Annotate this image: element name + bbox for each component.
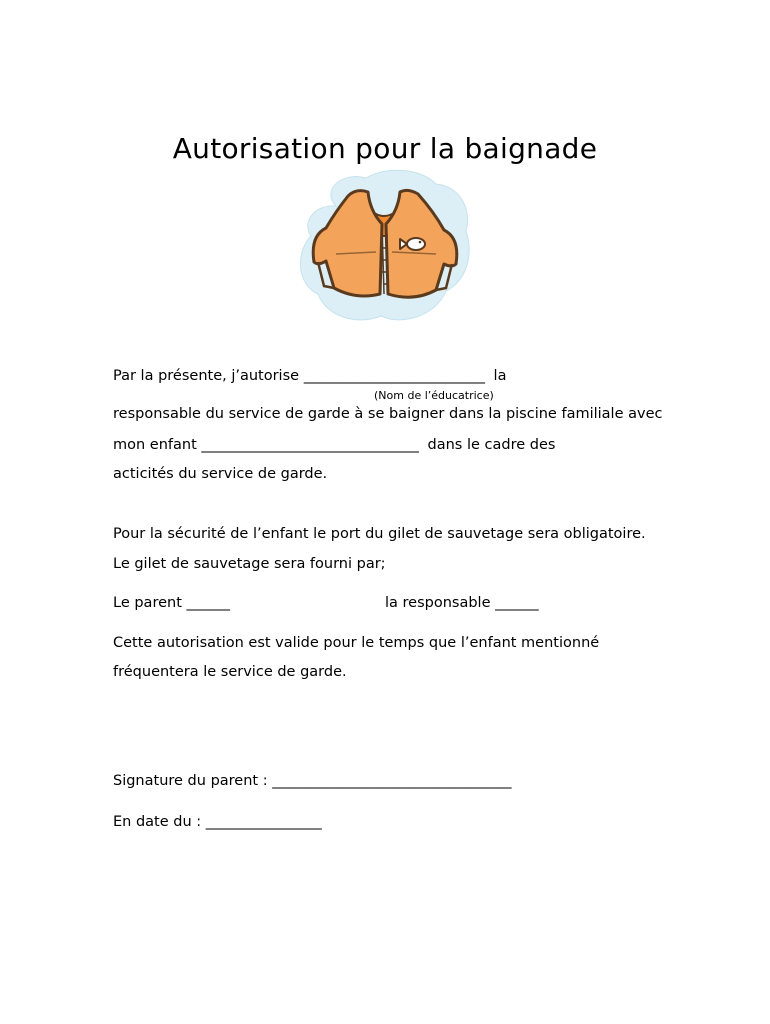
educator-name-field[interactable]: _________________________ <box>303 368 485 384</box>
signature-label: Signature du parent : <box>113 773 268 789</box>
my-child-label: mon enfant <box>113 437 197 453</box>
paragraph2-line1: Pour la sécurité de l’enfant le port du gilet de sauvetage sera obligatoire. <box>113 526 646 542</box>
document-title: Autorisation pour la baignade <box>172 132 598 165</box>
authorize-label: Par la présente, j’autorise <box>113 368 300 384</box>
paragraph1-line3 <box>113 437 555 453</box>
option-parent[interactable]: Le parent ______ <box>113 595 230 611</box>
date-label: En date du : <box>113 814 202 830</box>
paragraph3-line2: fréquentera le service de garde. <box>113 664 347 680</box>
child-name-field[interactable]: ______________________________ <box>201 437 419 453</box>
paragraph1-line4: acticités du service de garde. <box>113 466 328 482</box>
context-text: dans le cadre des <box>427 437 556 453</box>
educator-name-note: (Nom de l’éducatrice) <box>374 389 494 402</box>
signature-line <box>113 773 511 789</box>
date-field[interactable]: ________________ <box>205 814 322 830</box>
la-text: la <box>493 368 507 384</box>
paragraph1-line1 <box>113 368 506 384</box>
paragraph3-line1: Cette autorisation est valide pour le temps que l’enfant mentionné <box>113 635 600 651</box>
signature-field[interactable]: _________________________________ <box>272 773 512 789</box>
paragraph1-line2: responsable du service de garde à se baigner dans la piscine familiale avec <box>113 406 663 422</box>
option-responsable[interactable]: la responsable ______ <box>385 595 539 611</box>
paragraph2-line2: Le gilet de sauvetage sera fourni par; <box>113 556 386 572</box>
life-vest-icon <box>296 166 472 326</box>
date-line <box>113 814 322 830</box>
